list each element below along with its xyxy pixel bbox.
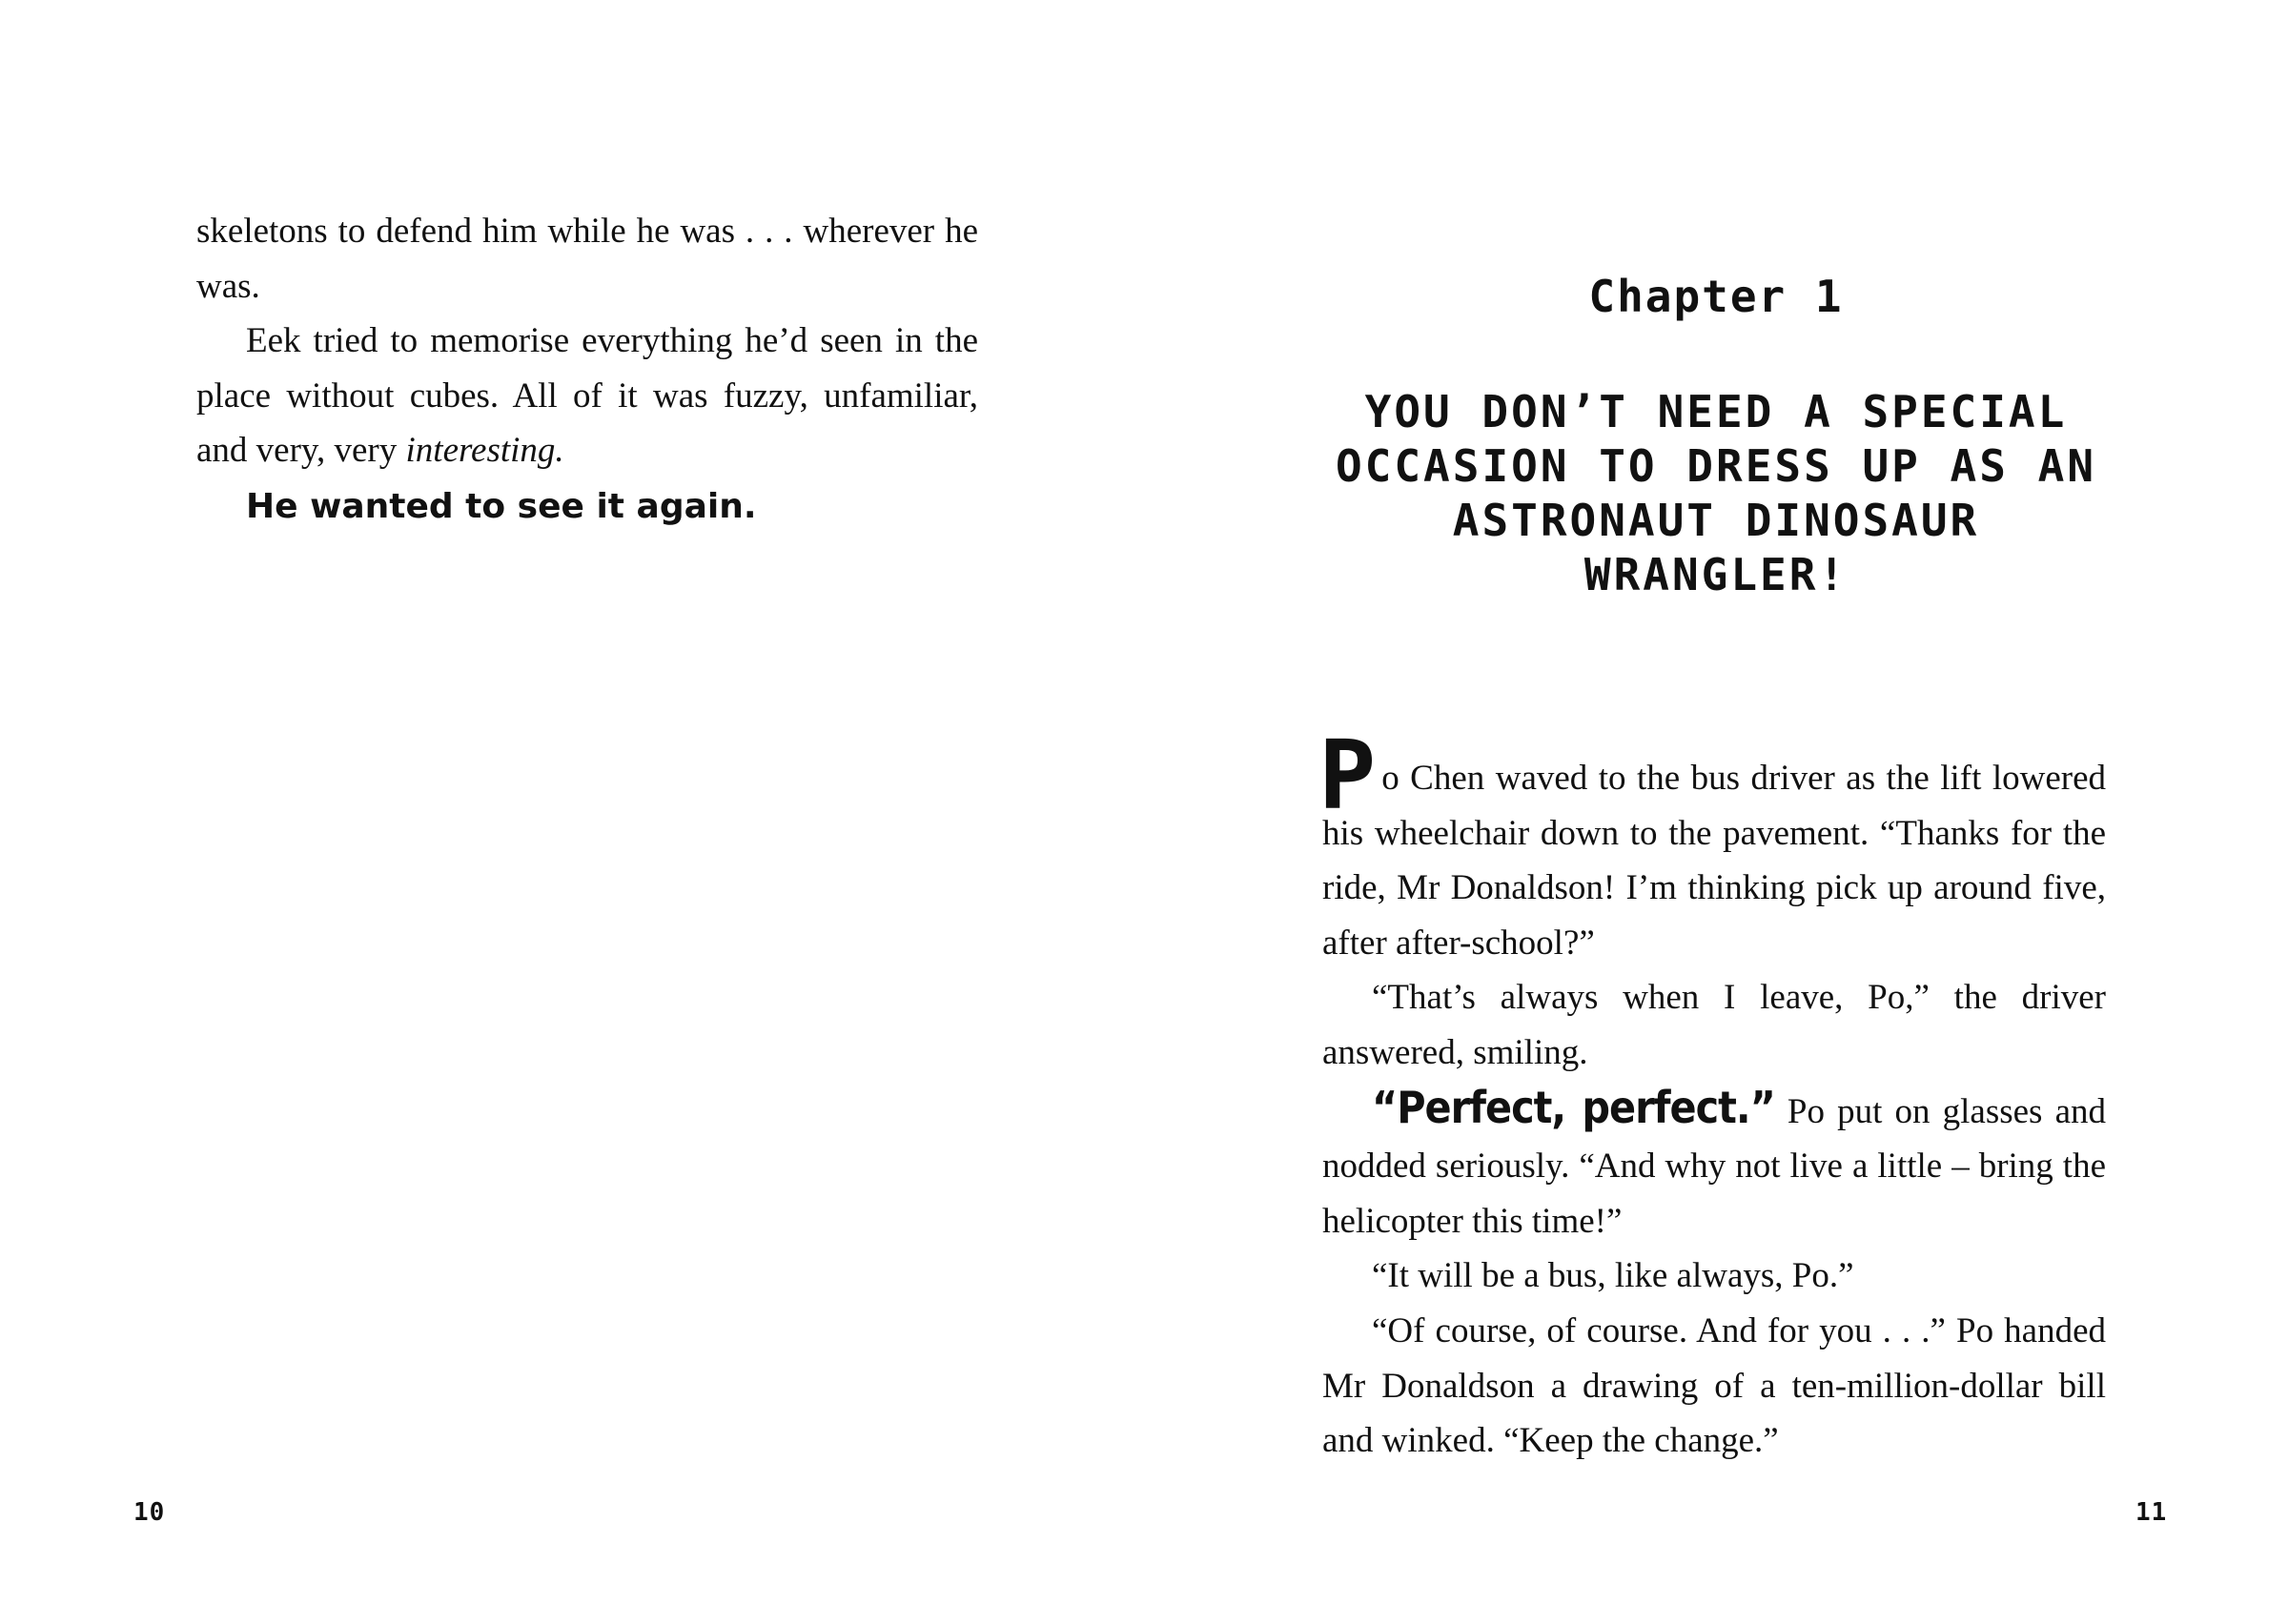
right-paragraph-1-text: o Chen waved to the bus driver as the lift lowered his wheelchair down to the pavement. “Thanks for the ride, Mr Donaldson! I’m thinking pick up around five, after after-school?”	[1322, 759, 2106, 963]
italic-word: interesting.	[405, 431, 564, 471]
right-paragraph-5: “Of course, of course. And for you . . .” Po handed Mr Donaldson a drawing of a ten-million-dollar bill and winked. “Keep the change.”	[1322, 1310, 2106, 1461]
emphasized-dialogue: “Perfect, perfect.”	[1372, 1081, 1775, 1133]
left-paragraph-2-text: Eek tried to memorise everything he’d seen in the place without cubes. All of it was fuzzy, unfamiliar, and very, very	[196, 321, 978, 471]
right-page-text	[1318, 720, 2106, 1469]
chapter-title: YOU DON’T NEED A SPECIAL OCCASION TO DRESS UP AS AN ASTRONAUT DINOSAUR WRANGLER!	[1335, 386, 2097, 600]
left-paragraph-2	[196, 314, 978, 478]
page-number-right: 11	[2135, 1498, 2168, 1527]
left-page-text	[196, 204, 978, 536]
right-paragraph-2: “That’s always when I leave, Po,” the driver answered, smiling.	[1322, 978, 2106, 1072]
right-page	[1144, 0, 2288, 1624]
right-paragraph-3	[1322, 1081, 2106, 1249]
page-number-left: 10	[133, 1498, 166, 1527]
right-paragraph-1	[1318, 720, 2106, 970]
left-paragraph-1: skeletons to defend him while he was . . . wherever he was.	[196, 212, 978, 306]
right-paragraph-4: “It will be a bus, like always, Po.”	[1372, 1256, 1854, 1296]
bold-closing-line: He wanted to see it again.	[246, 486, 757, 526]
drop-cap: P	[1318, 720, 1377, 831]
chapter-number: Chapter 1	[1588, 271, 1844, 322]
right-paragraph-3-text: Po put on glasses and nodded seriously. “And why not live a little – bring the helicopter this time!”	[1322, 1091, 2106, 1241]
